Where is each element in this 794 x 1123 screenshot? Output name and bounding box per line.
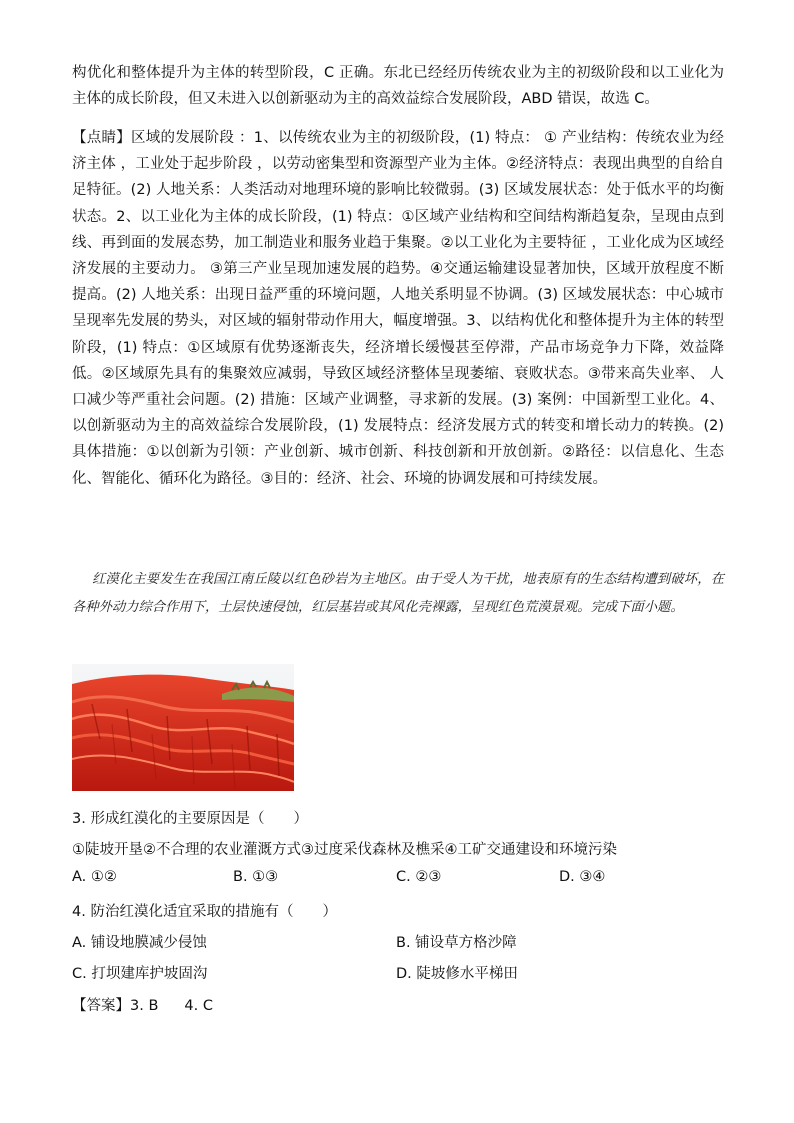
q4-option-d: D. 陡坡修水平梯田	[396, 966, 518, 982]
question-4-stem: 4. 防治红漠化适宜采取的措施有（ ）	[72, 904, 337, 920]
q4-option-a: A. 铺设地膜减少侵蚀	[72, 935, 207, 951]
explanation-tail: 构优化和整体提升为主体的转型阶段，C 正确。东北已经经历传统农业为主的初级阶段和以工业化为主体的成长阶段，但又未进入以创新驱动为主的高效益综合发展阶段，ABD 错误，故选 C。	[72, 65, 724, 108]
answer-line	[72, 994, 213, 1015]
q3-option-c: C. ②③	[396, 869, 442, 885]
q3-option-a: A. ①②	[72, 869, 117, 885]
q3-option-b: B. ①③	[233, 869, 279, 885]
question-3-stem: 3. 形成红漠化的主要原因是（ ）	[72, 811, 308, 827]
q3-option-d: D. ③④	[559, 869, 606, 885]
question-intro: 红漠化主要发生在我国江南丘陵以红色砂岩为主地区。由于受人为干扰，地表原有的生态结构遭到破坏，在各种外动力综合作用下，土层快速侵蚀，红层基岩或其风化壳裸露，呈现红色荒漠景观。完成下面小题。	[72, 572, 724, 615]
q4-option-b: B. 铺设草方格沙障	[396, 935, 517, 951]
q4-option-c: C. 打坝建库护坡固沟	[72, 966, 208, 982]
question-3-factors: ①陡坡开垦②不合理的农业灌溉方式③过度采伐森林及樵采④工矿交通建设和环境污染	[72, 842, 617, 858]
key-point-paragraph	[72, 125, 724, 492]
answer-label: 【答案】	[72, 998, 130, 1014]
answer-q3: 3. B	[130, 998, 159, 1014]
red-desertification-photo	[72, 664, 294, 791]
answer-q4: 4. C	[184, 998, 213, 1014]
key-point-label: 【点睛】	[72, 130, 131, 146]
key-point-text: 区域的发展阶段 ：1、以传统农业为主的初级阶段，(1) 特点： ① 产业结构：传统农业为经济主体 ，工业处于起步阶段 ，以劳动密集型和资源型产业为主体。②经济特点：表现出典型的自给自足特征。(2) 人地关系：人类活动对地理环境的影响比较微弱。(3) 区域发展状态：处于低水平的均衡状态。2、以工业化为主体的成长阶段，(1) 特点：①区域产业结构和空间结构渐趋复杂，呈现由点到线、再到面的发展态势，加工制造业和服务业趋于集聚。②以工业化为主要特征 ，工业化成为区域经济发展的主要动力。 ③第三产业呈现加速发展的趋势。④交通运输建设显著加快，区域开放程度不断提高。(2) 人地关系：出现日益严重的环境问题，人地关系明显不协调。(3) 区域发展状态：中心城市呈现率先发展的势头，对区域的辐射带动作用大，幅度增强。3、以结构优化和整体提升为主体的转型阶段，(1) 特点：①区域原有优势逐渐丧失，经济增长缓慢甚至停滞，产品市场竞争力下降，效益降低。②区域原先具有的集聚效应减弱，导致区域经济整体呈现萎缩、衰败状态。③带来高失业率、 人口减少等严重社会问题。(2) 措施：区域产业调整，寻求新的发展。(3) 案例：中国新型工业化。4、以创新驱动为主的高效益综合发展阶段，(1) 发展特点：经济发展方式的转变和增长动力的转换。(2) 具体措施：①以创新为引领：产业创新、城市创新、科技创新和开放创新。②路径：以信息化、生态化、智能化、循环化为路径。③目的：经济、社会、环境的协调发展和可持续发展。	[72, 130, 725, 487]
